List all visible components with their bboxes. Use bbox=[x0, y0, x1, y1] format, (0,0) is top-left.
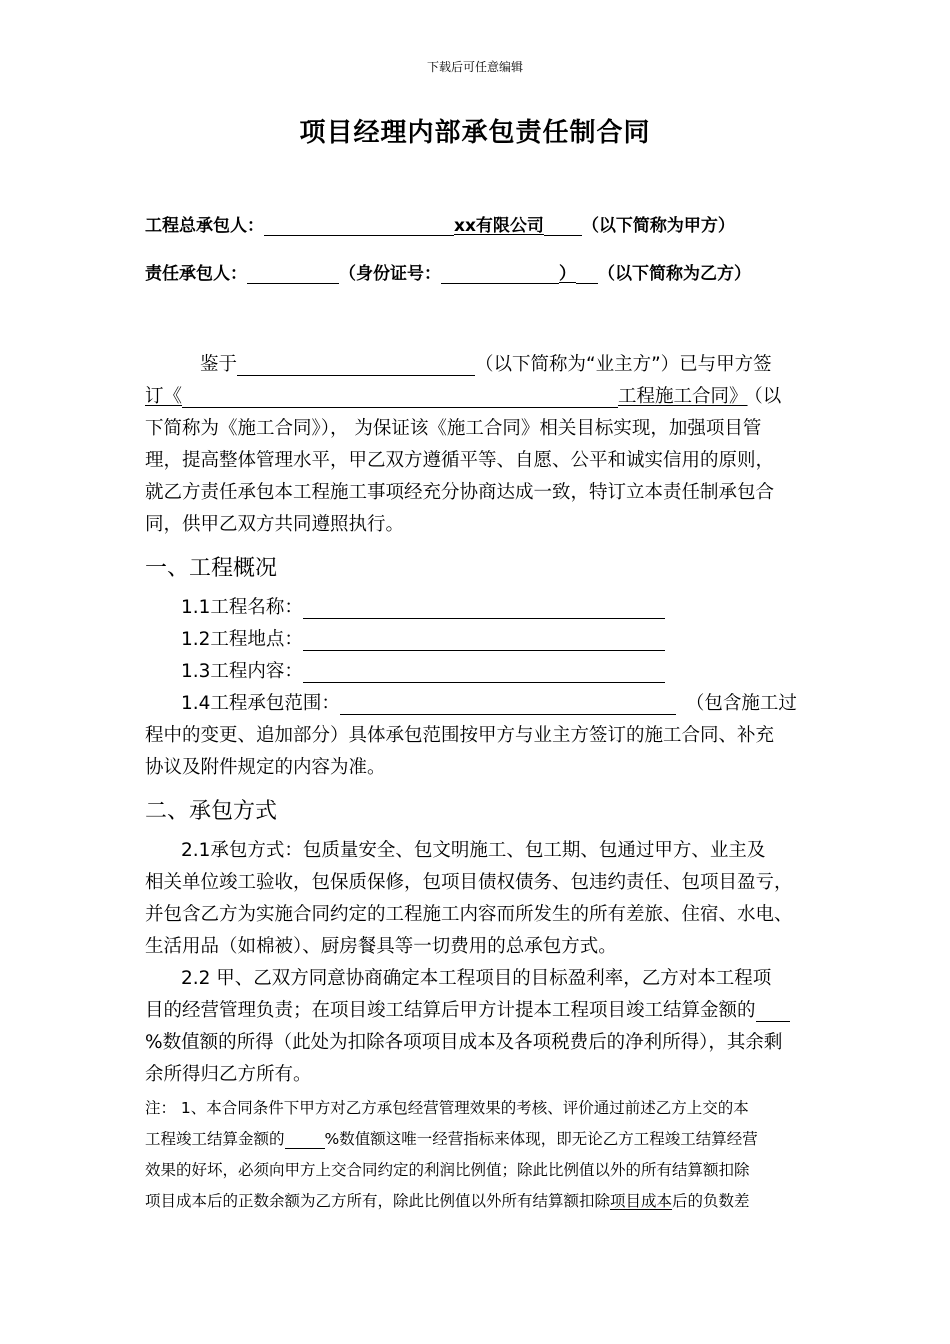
section2-heading: 二、承包方式 bbox=[145, 799, 278, 824]
preamble-owner-text: （以下简称为“业主方”）已与甲方签 bbox=[475, 354, 772, 375]
item-2-2-line-2 bbox=[145, 996, 790, 1022]
note-text-d: 后的负数差 bbox=[672, 1192, 750, 1210]
project-content-label: 1.3工程内容： bbox=[181, 661, 303, 682]
profit-rate-blank bbox=[756, 1002, 790, 1022]
section1-line-3: 协议及附件规定的内容为准。 bbox=[145, 757, 386, 778]
contractor-suffix: （以下简称为甲方） bbox=[581, 216, 735, 236]
item-1-3 bbox=[181, 657, 665, 683]
preamble-line-6: 同，供甲乙双方共同遵照执行。 bbox=[145, 514, 405, 535]
preamble-line-3: 下简称为《施工合同》）， 为保证该《施工合同》相关目标实现，加强项目管 bbox=[145, 418, 762, 439]
scope-label: 1.4工程承包范围： bbox=[181, 693, 340, 714]
header-note: 下载后可任意编辑 bbox=[426, 60, 523, 74]
preamble-line-5: 就乙方责任承包本工程施工事项经充分协商达成一致，特订立本责任制承包合 bbox=[145, 482, 775, 503]
id-label: （身份证号： bbox=[339, 264, 441, 284]
project-content-field bbox=[303, 663, 665, 683]
preamble-line-2 bbox=[145, 382, 781, 408]
preamble-cont: （以 bbox=[753, 386, 782, 407]
contractor-blank bbox=[264, 217, 454, 236]
project-name-label: 1.1工程名称： bbox=[181, 597, 303, 618]
responsible-label: 责任承包人： bbox=[145, 264, 247, 284]
note-line-3: 效果的好坏，必须向甲方上交合同约定的利润比例值；除此比例值以外的所有结算额扣除 bbox=[145, 1161, 750, 1179]
note-text-a: 工程竣工结算金额的 bbox=[145, 1130, 285, 1148]
note-text-c: 项目成本后的正数余额为乙方所有，除此比例值以外所有结算额扣除 bbox=[145, 1192, 611, 1210]
preamble-line-1 bbox=[200, 350, 772, 376]
responsible-suffix: （以下简称为乙方） bbox=[598, 264, 751, 284]
project-name-blank bbox=[182, 388, 618, 408]
contractor-name: xx有限公司 bbox=[454, 216, 544, 236]
note-line-4 bbox=[145, 1189, 750, 1211]
owner-blank bbox=[237, 356, 475, 376]
contractor-line bbox=[145, 211, 735, 236]
id-number-blank bbox=[441, 265, 559, 284]
scope-field bbox=[340, 695, 676, 715]
note-line-2 bbox=[145, 1127, 758, 1149]
contract-open: 订《 bbox=[145, 386, 183, 407]
preamble-line-4: 理，提高整体管理水平，甲乙双方遵循平等、自愿、公平和诚实信用的原则， bbox=[145, 450, 775, 471]
project-name-field bbox=[303, 599, 665, 619]
preamble-whereas: 鉴于 bbox=[200, 354, 238, 375]
contract-name: 工程施工合同》 bbox=[618, 386, 748, 407]
item-2-1-line-1: 2.1承包方式：包质量安全、包文明施工、包工期、包通过甲方、业主及 bbox=[181, 840, 766, 861]
item-1-4 bbox=[181, 689, 797, 715]
id-close: ） bbox=[559, 264, 576, 284]
responsible-line bbox=[145, 259, 751, 284]
item-2-1-line-3: 并包含乙方为实施合同约定的工程施工内容而所发生的所有差旅、住宿、水电、 bbox=[145, 904, 793, 925]
item-2-2-line-4: 余所得归乙方所有。 bbox=[145, 1064, 312, 1085]
item-2-1-line-2: 相关单位竣工验收，包保质保修，包项目债权债务、包违约责任、包项目盈亏， bbox=[145, 872, 793, 893]
note-rate-blank bbox=[285, 1132, 325, 1149]
scope-tail: （包含施工过 bbox=[685, 693, 797, 714]
project-location-label: 1.2工程地点： bbox=[181, 629, 303, 650]
responsible-name-blank bbox=[247, 265, 339, 284]
project-cost-term: 项目成本 bbox=[610, 1192, 673, 1210]
item-1-2 bbox=[181, 625, 665, 651]
project-location-field bbox=[303, 631, 665, 651]
item-2-2-line-3: %数值额的所得（此处为扣除各项项目成本及各项税费后的净利所得），其余剩 bbox=[145, 1032, 783, 1053]
item-2-2-text: 目的经营管理负责；在项目竣工结算后甲方计提本工程项目竣工结算金额的 bbox=[145, 1000, 756, 1021]
contractor-label: 工程总承包人： bbox=[145, 216, 264, 236]
contractor-blank-tail bbox=[544, 217, 582, 236]
section1-heading: 一、工程概况 bbox=[145, 556, 278, 581]
item-2-1-line-4: 生活用品（如棉被）、厨房餐具等一切费用的总承包方式。 bbox=[145, 936, 617, 957]
item-1-1 bbox=[181, 593, 665, 619]
item-2-2-line-1: 2.2 甲、乙双方同意协商确定本工程项目的目标盈利率，乙方对本工程项 bbox=[181, 968, 772, 989]
section1-line-2: 程中的变更、追加部分）具体承包范围按甲方与业主方签订的施工合同、补充 bbox=[145, 725, 775, 746]
note-text-b: %数值额这唯一经营指标来体现，即无论乙方工程竣工结算经营 bbox=[324, 1130, 758, 1148]
page-title: 项目经理内部承包责任制合同 bbox=[299, 118, 651, 148]
id-blank-tail bbox=[576, 265, 598, 284]
note-line-1: 注： 1、本合同条件下甲方对乙方承包经营管理效果的考核、评价通过前述乙方上交的本 bbox=[145, 1099, 749, 1117]
